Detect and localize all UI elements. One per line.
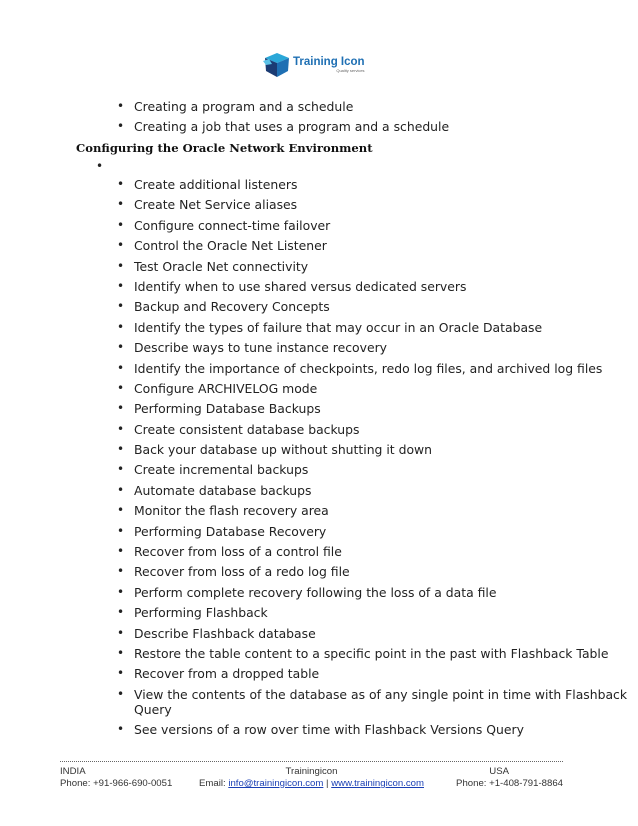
footer-company-title: Trainingicon <box>285 766 338 777</box>
bullet-icon: • <box>117 645 125 660</box>
bullet-icon: • <box>117 462 125 477</box>
bullet-icon: • <box>117 605 125 620</box>
bullet-icon: • <box>117 686 125 701</box>
bullet-list-main <box>0 177 638 742</box>
bullet-icon: • <box>117 197 125 212</box>
bullet-list-top <box>0 99 638 140</box>
footer-divider <box>60 761 563 762</box>
bullet-icon: • <box>117 666 125 681</box>
list-item: • Configure connect-time failover <box>117 217 331 233</box>
list-item: • Performing Database Backups <box>117 401 321 417</box>
list-item: • Performing Database Recovery <box>117 523 327 539</box>
list-item: • Identify the types of failure that may occur in an Oracle Database <box>117 319 543 335</box>
bullet-icon: • <box>117 258 125 273</box>
list-item: • Describe Flashback database <box>117 625 316 641</box>
list-item: • Perform complete recovery following the loss of a data file <box>117 584 497 600</box>
list-item: • Creating a job that uses a program and a schedule <box>117 119 450 135</box>
bullet-icon: • <box>117 401 125 416</box>
footer-india-phone: Phone: +91-966-690-0051 <box>60 778 173 789</box>
footer-website-link[interactable]: www.trainingicon.com <box>331 778 424 789</box>
list-item: • Describe ways to tune instance recovery <box>117 340 388 356</box>
list-item: • Create Net Service aliases <box>117 197 298 213</box>
bullet-icon: • <box>117 319 125 334</box>
logo <box>263 52 375 78</box>
list-item: • Identify the importance of checkpoints, redo log files, and archived log files <box>117 360 603 376</box>
list-item: • Create incremental backups <box>117 462 309 478</box>
list-item: • Monitor the flash recovery area <box>117 503 329 519</box>
bullet-icon: • <box>117 217 125 232</box>
list-item: • View the contents of the database as of any single point in time with Flashback Query <box>117 686 628 717</box>
list-item: • Configure ARCHIVELOG mode <box>117 380 318 396</box>
section-heading: Configuring the Oracle Network Environment <box>76 141 373 155</box>
list-item: • Creating a program and a schedule <box>117 99 354 114</box>
bullet-icon: • <box>117 503 125 518</box>
bullet-icon: • <box>117 482 125 497</box>
logo-cube-icon <box>263 52 291 78</box>
bullet-icon: • <box>117 421 125 436</box>
bullet-icon: • <box>117 544 125 559</box>
list-item: • Test Oracle Net connectivity <box>117 258 309 274</box>
bullet-icon: • <box>117 380 125 395</box>
footer-separator: | <box>326 778 329 789</box>
logo-tagline: Quality services <box>336 68 365 74</box>
bullet-icon: • <box>117 442 125 457</box>
list-item: • Automate database backups <box>117 482 312 498</box>
bullet-icon: • <box>117 340 125 355</box>
bullet-icon: • <box>117 99 125 113</box>
list-item: • Recover from loss of a control file <box>117 544 342 560</box>
list-item: • Identify when to use shared versus dedicated servers <box>117 278 467 294</box>
logo-name: Training Icon <box>293 55 365 68</box>
list-item: • Create consistent database backups <box>117 421 360 437</box>
list-item: • Recover from loss of a redo log file <box>117 564 350 580</box>
bullet-icon: • <box>117 299 125 314</box>
footer-india-title: INDIA <box>60 766 86 777</box>
list-item: • Backup and Recovery Concepts <box>117 299 330 315</box>
bullet-icon: • <box>117 523 125 538</box>
list-item: • Restore the table content to a specific point in the past with Flashback Table <box>117 645 609 661</box>
list-item: • Control the Oracle Net Listener <box>117 238 327 254</box>
bullet-icon: • <box>117 564 125 579</box>
list-item: • Create additional listeners <box>117 177 298 192</box>
bullet-icon: • <box>117 360 125 375</box>
footer-email-label: Email: <box>198 778 226 789</box>
footer-email-link[interactable]: info@trainingicon.com <box>228 778 324 789</box>
bullet-icon: • <box>117 625 125 640</box>
footer-usa-title: USA <box>489 766 509 777</box>
empty-bullet-icon: • <box>96 159 104 173</box>
list-item: • See versions of a row over time with Flashback Versions Query <box>117 721 524 737</box>
list-item: • Performing Flashback <box>117 605 268 621</box>
bullet-icon: • <box>117 119 125 134</box>
list-item: • Back your database up without shutting it down <box>117 442 433 458</box>
bullet-icon: • <box>117 584 125 599</box>
list-item: • Recover from a dropped table <box>117 666 320 682</box>
bullet-icon: • <box>117 278 125 293</box>
bullet-icon: • <box>117 721 125 736</box>
bullet-icon: • <box>117 177 125 191</box>
footer-usa-phone: Phone: +1-408-791-8864 <box>456 778 563 789</box>
bullet-icon: • <box>117 238 125 253</box>
